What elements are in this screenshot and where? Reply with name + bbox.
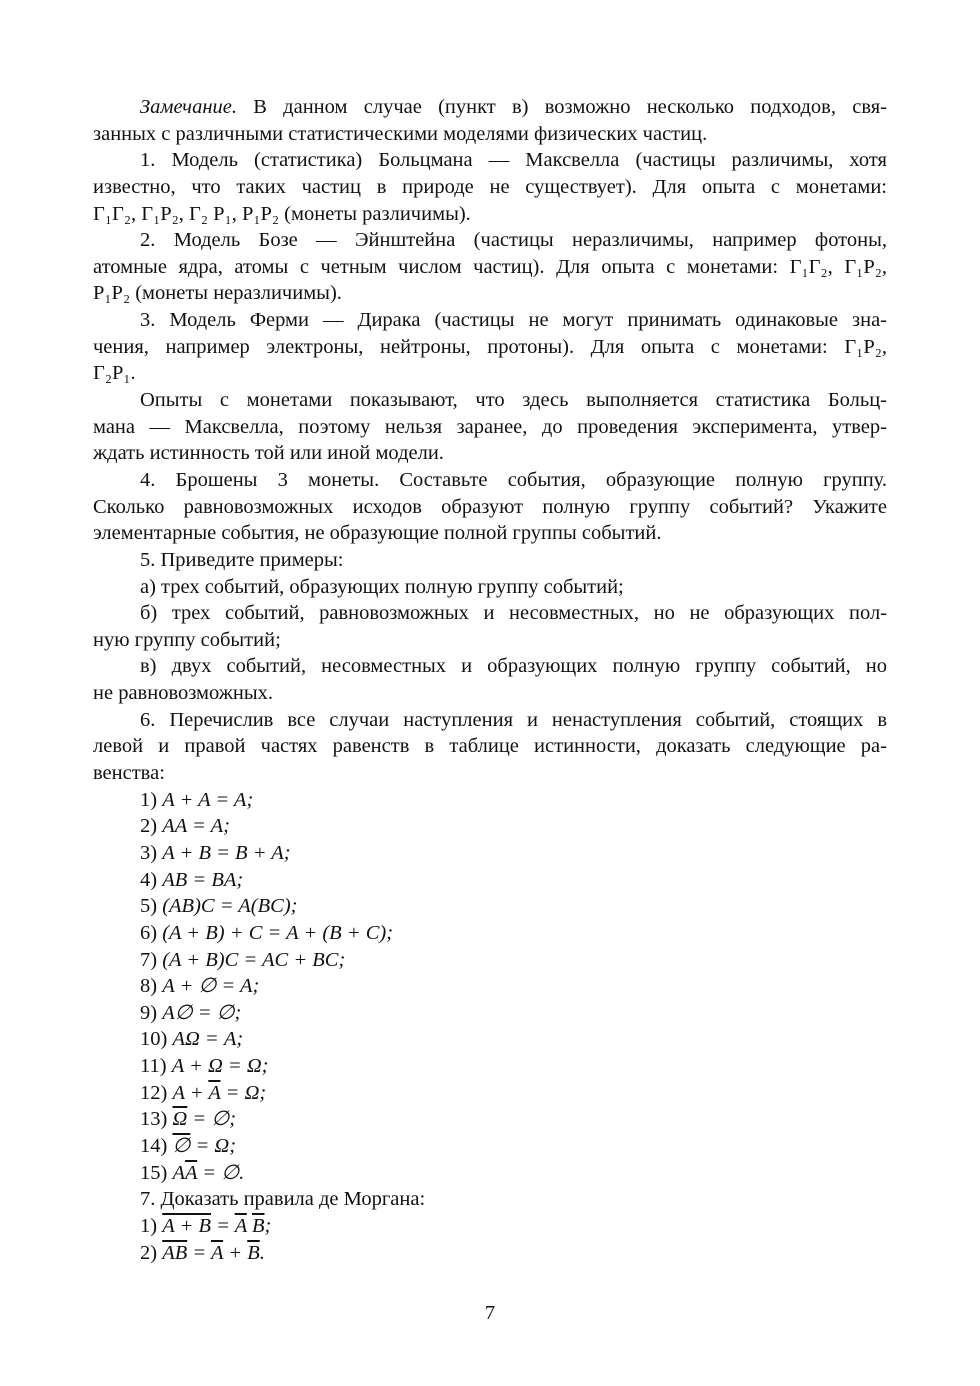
formula-term: AA = A; <box>162 815 230 838</box>
remark-label: Замечание. <box>140 96 237 118</box>
line-text: б) трех событий, равновозможных и несовместных, но не образующих пол- <box>140 602 887 625</box>
formula-number: 6) <box>140 921 163 944</box>
formula-term: AΩ = A; <box>172 1028 244 1051</box>
formula-number: 1) <box>140 1214 163 1237</box>
overlined-term: $\overline{A}$ <box>208 1081 221 1104</box>
paragraph <box>93 600 887 653</box>
text-line <box>93 494 887 521</box>
formula-number: 13) <box>140 1108 173 1131</box>
line-text: 1. Модель (статистика) Больцмана — Максвелла (частицы различимы, хотя <box>140 149 887 172</box>
formula-line <box>93 840 887 867</box>
formula-line <box>93 867 887 894</box>
formula-line <box>93 1000 887 1027</box>
line-text: левой и правой частях равенств в таблице истинности, доказать следующие ра- <box>93 735 887 758</box>
formula-line <box>93 920 887 947</box>
line-text: В данном случае (пункт в) возможно несколько подходов, свя- <box>237 96 887 118</box>
formula-term: AB = BA; <box>162 868 244 891</box>
line-text: атомные ядра, атомы с четным числом частиц). Для опыта с монетами: Г₁Г₂, Г₁Р₂, <box>93 255 887 278</box>
paragraph <box>93 547 887 574</box>
text-line <box>93 94 887 121</box>
overlined-term: $\overline{AB}$ <box>162 1241 188 1264</box>
paragraph <box>93 653 887 706</box>
line-text: Опыты с монетами показывают, что здесь выполняется статистика Больц- <box>140 389 887 412</box>
overlined-term: A + B <box>162 1214 211 1237</box>
formula-term: . <box>259 1241 265 1264</box>
text-line <box>93 520 887 547</box>
formula-number: 9) <box>140 1001 163 1024</box>
paragraph <box>93 307 887 387</box>
formula-term: = <box>187 1241 211 1264</box>
text-line <box>93 147 887 174</box>
line-text: не равновозможных. <box>93 682 274 705</box>
formula-term: = ∅; <box>187 1108 237 1131</box>
formula-number: 8) <box>140 975 163 998</box>
line-text: 6. Перечислив все случаи наступления и ненаступления событий, стоящих в <box>140 708 887 731</box>
overlined-term: $\overline{\Omega}$ <box>172 1108 188 1131</box>
formula-number: 2) <box>140 1241 163 1264</box>
text-line <box>93 387 887 414</box>
formula-number: 7) <box>140 948 163 971</box>
formula-term: = Ω; <box>190 1134 237 1157</box>
text-line <box>93 547 887 574</box>
formula-term: = <box>210 1214 235 1237</box>
line-text: ждать истинность той или иной модели. <box>93 442 444 465</box>
text-line <box>93 653 887 680</box>
formula-line <box>93 893 887 920</box>
formula-line <box>93 1213 887 1240</box>
formula-line <box>93 1053 887 1080</box>
line-text: занных с различными статистическими моделями физических частиц. <box>93 122 708 145</box>
line-text: Р₁Р₂ (монеты неразличимы). <box>93 282 342 305</box>
text-line <box>93 707 887 734</box>
overlined-term: ∅ <box>172 1134 191 1157</box>
formula-term: A + Ω = Ω; <box>171 1055 269 1078</box>
line-text: чения, например электроны, нейтроны, протоны). Для опыта с монетами: Г₁Р₂, <box>93 335 887 358</box>
formula-term: A + A = A; <box>162 788 254 811</box>
formula-number: 12) <box>140 1081 173 1104</box>
formula-line <box>93 1133 887 1160</box>
text-line <box>93 760 887 787</box>
line-text: ную группу событий; <box>93 628 281 651</box>
paragraph <box>93 574 887 601</box>
text-line <box>93 360 887 387</box>
overlined-term: $\overline{A}$ <box>184 1161 198 1184</box>
text-line <box>93 307 887 334</box>
formula-term: A <box>172 1161 185 1184</box>
line-text: Сколько равновозможных исходов образуют полную группу событий? Укажите <box>93 495 887 518</box>
paragraph <box>93 147 887 227</box>
line-text: 4. Брошены 3 монеты. Составьте события, образующие полную группу. <box>140 468 887 491</box>
formula-line <box>93 1240 887 1267</box>
overlined-term: $\overline{A}$ <box>210 1241 224 1264</box>
paragraph <box>93 467 887 547</box>
line-text: Г₂Р₁. <box>93 362 136 385</box>
paragraph <box>93 227 887 307</box>
line-text: а) трех событий, образующих полную группу событий; <box>140 575 624 598</box>
line-text: венства: <box>93 762 165 785</box>
formula-number: 11) <box>140 1055 172 1078</box>
formula-line <box>93 973 887 1000</box>
formula-term: = ∅. <box>197 1161 245 1184</box>
text-line <box>93 227 887 254</box>
formula-term: A + B = B + A; <box>162 841 291 864</box>
formula-number: 4) <box>140 868 163 891</box>
formula-line <box>93 813 887 840</box>
formula-term: = Ω; <box>220 1081 267 1104</box>
overlined-term: $\overline{B}$ <box>251 1214 265 1237</box>
formula-term: A∅ = ∅; <box>162 1001 242 1024</box>
text-line <box>93 414 887 441</box>
text-line <box>93 280 887 307</box>
formula-number: 10) <box>140 1028 173 1051</box>
formula-number: 2) <box>140 815 163 838</box>
text-line <box>93 574 887 601</box>
formula-term: (A + B) + C = A + (B + C); <box>162 921 394 944</box>
text-line <box>93 334 887 361</box>
formula-term: (A + B)C = AC + BC; <box>162 948 346 971</box>
text-line <box>93 627 887 654</box>
formula-term: A + <box>172 1081 209 1104</box>
line-text: 2. Модель Бозе — Эйнштейна (частицы неразличимы, например фотоны, <box>140 229 887 252</box>
formula-number: 15) <box>140 1161 173 1184</box>
formula-line <box>93 947 887 974</box>
de-morgan-title: 7. Доказать правила де Моргана: <box>140 1188 426 1211</box>
formula-term: A + ∅ = A; <box>162 975 260 998</box>
formula-term: (AB)C = A(BC); <box>162 895 298 918</box>
formula-line <box>93 1106 887 1133</box>
overlined-term: $\overline{B}$ <box>247 1241 260 1264</box>
text-line <box>93 254 887 281</box>
text-line <box>93 680 887 707</box>
formula-term: + <box>223 1241 248 1264</box>
formula-number: 14) <box>140 1134 173 1157</box>
text-line <box>93 174 887 201</box>
text-line <box>93 121 887 148</box>
formula-number: 5) <box>140 895 163 918</box>
text-line <box>93 440 887 467</box>
formula-line <box>93 1160 887 1187</box>
formula-line <box>93 1026 887 1053</box>
formula-term: ; <box>264 1214 272 1237</box>
formula-line <box>93 787 887 814</box>
formula-number: 1) <box>140 788 163 811</box>
text-line <box>93 467 887 494</box>
formula-number: 3) <box>140 841 163 864</box>
document-body <box>93 94 887 1266</box>
line-text: элементарные события, не образующие полной группы событий. <box>93 522 662 545</box>
text-line <box>93 733 887 760</box>
page-number: 7 <box>484 1302 496 1324</box>
line-text: 3. Модель Ферми — Дирака (частицы не могут принимать одинаковые зна- <box>140 309 887 332</box>
text-line <box>93 201 887 228</box>
line-text: мана — Максвелла, поэтому нельзя заранее, до проведения эксперимента, утвер- <box>93 415 887 438</box>
line-text: Г₁Г₂, Г₁Р₂, Г₂ Р₁, Р₁Р₂ (монеты различимы). <box>93 202 471 225</box>
text-line <box>93 600 887 627</box>
line-text: в) двух событий, несовместных и образующих полную группу событий, но <box>140 655 887 678</box>
paragraph <box>93 94 887 147</box>
paragraph <box>93 387 887 467</box>
line-text: 5. Приведите примеры: <box>140 548 344 571</box>
overlined-term: $\overline{A}$ <box>234 1214 247 1237</box>
line-text: известно, что таких частиц в природе не существует). Для опыта с монетами: <box>93 175 887 198</box>
paragraph <box>93 707 887 787</box>
formula-line <box>93 1080 887 1107</box>
